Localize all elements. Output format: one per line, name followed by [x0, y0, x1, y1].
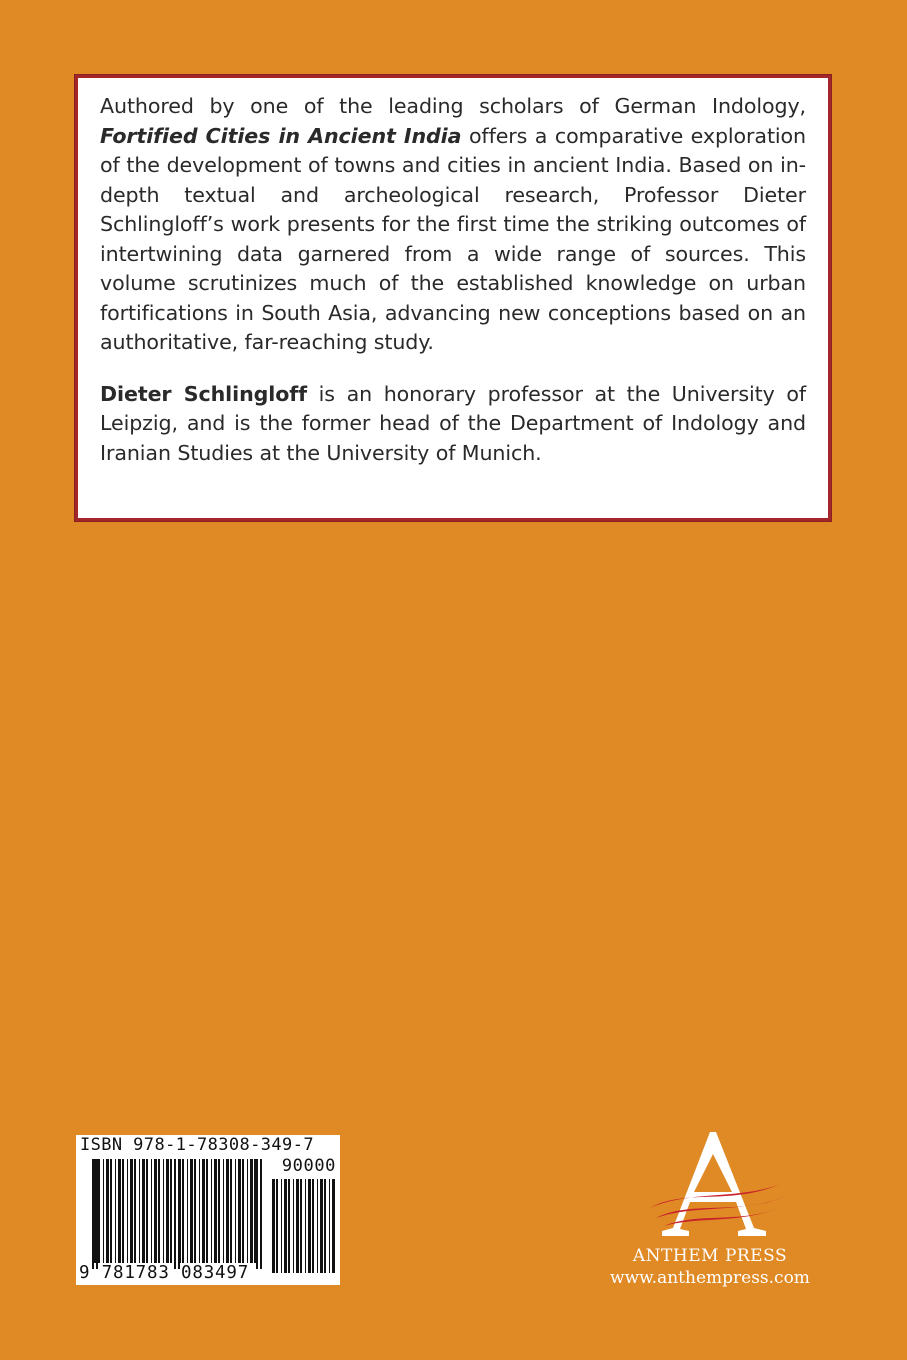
barcode-bar [300, 1179, 302, 1273]
price-code: 90000 [281, 1156, 336, 1176]
barcode-bar [158, 1159, 160, 1263]
barcode-bar [230, 1159, 232, 1263]
barcode-guard-bar [256, 1159, 258, 1269]
barcode-bar [139, 1159, 140, 1263]
barcode-bar [226, 1159, 229, 1263]
blurb-box [75, 75, 831, 521]
barcode-bar [182, 1159, 184, 1263]
barcode-bar [254, 1159, 256, 1263]
barcode-bar [98, 1159, 100, 1263]
book-title: Fortified Cities in Ancient India [100, 123, 462, 148]
barcode-bar [206, 1159, 208, 1263]
letter-a-shape [662, 1132, 766, 1236]
barcode-box [76, 1135, 340, 1285]
barcode-bar [163, 1159, 164, 1263]
barcode-bar [142, 1159, 145, 1263]
barcode-bar [250, 1159, 253, 1263]
barcode-bar [242, 1159, 244, 1263]
publisher-block [590, 1128, 830, 1298]
publisher-url[interactable]: www.anthempress.com [610, 1268, 810, 1288]
author-bio [100, 380, 806, 469]
barcode-bar [296, 1179, 299, 1273]
barcode-bar [305, 1179, 306, 1273]
barcode-bar [320, 1179, 323, 1273]
barcode-bar [308, 1179, 311, 1273]
barcode-bar [127, 1159, 128, 1263]
barcode-bar [190, 1159, 193, 1263]
barcode-bar [110, 1159, 112, 1263]
anthem-logo-icon [590, 1128, 830, 1246]
publisher-name: ANTHEM PRESS [632, 1246, 788, 1266]
swoosh-1 [650, 1184, 780, 1208]
barcode-guard-bar [92, 1159, 94, 1269]
barcode-guard-bar [178, 1159, 180, 1269]
barcode-bar [281, 1179, 282, 1273]
barcode-bar [288, 1179, 290, 1273]
barcode-bar [199, 1159, 200, 1263]
author-name: Dieter Schlingloff [100, 381, 308, 406]
barcode-guard-bar [174, 1159, 176, 1269]
barcode-bar [118, 1159, 121, 1263]
barcode-bar [247, 1159, 248, 1263]
barcode-bar [214, 1159, 217, 1263]
barcode-bar [211, 1159, 212, 1263]
barcode-bar [166, 1159, 169, 1263]
barcode-bar [284, 1179, 287, 1273]
author-bio-text: is an honorary professor at the University of Leipzig, and is the former head of the Department of Indology and Iranian Studies at the University of Munich. [100, 381, 806, 465]
barcode-bar [312, 1179, 314, 1273]
barcode-bar [317, 1179, 318, 1273]
barcode-bar [130, 1159, 133, 1263]
ean-digits: 9 781783 083497 [79, 1263, 250, 1283]
barcode-bar [235, 1159, 236, 1263]
description-intro: Authored by one of the leading scholars of German Indology, [100, 94, 806, 118]
barcode-bar [332, 1179, 335, 1273]
barcode-bar [187, 1159, 188, 1263]
barcode-bar [202, 1159, 205, 1263]
isbn-label: ISBN 978-1-78308-349-7 [80, 1135, 314, 1155]
barcode-bar [106, 1159, 109, 1263]
barcode-bar [324, 1179, 326, 1273]
barcode-bar [238, 1159, 241, 1263]
book-description [100, 92, 806, 358]
barcode-bar [272, 1179, 275, 1273]
barcode-bar [103, 1159, 104, 1263]
barcode-bar [218, 1159, 220, 1263]
barcode-bar [146, 1159, 148, 1263]
barcode-bar [154, 1159, 157, 1263]
description-body: offers a comparative exploration of the development of towns and cities in ancient India. Based on in-depth textual and archeological research, Professor Dieter Schlingloff’s work presents for the first time the striking outcomes of intertwining data garnered from a wide range of sources. This volume scrutinizes much of the established knowledge on urban fortifications in South Asia, advancing new conceptions based on an authoritative, far-reaching study. [100, 123, 806, 354]
barcode-bar [276, 1179, 278, 1273]
barcode-guard-bar [260, 1159, 262, 1269]
barcode-guard-bar [96, 1159, 98, 1269]
barcode-bar [134, 1159, 136, 1263]
barcode-bar [115, 1159, 116, 1263]
barcode-bar [170, 1159, 172, 1263]
barcode-bar [293, 1179, 294, 1273]
barcode-bar [194, 1159, 196, 1263]
barcode-bar [151, 1159, 152, 1263]
barcode-bar [223, 1159, 224, 1263]
barcode-bar [122, 1159, 124, 1263]
barcode-bar [329, 1179, 330, 1273]
